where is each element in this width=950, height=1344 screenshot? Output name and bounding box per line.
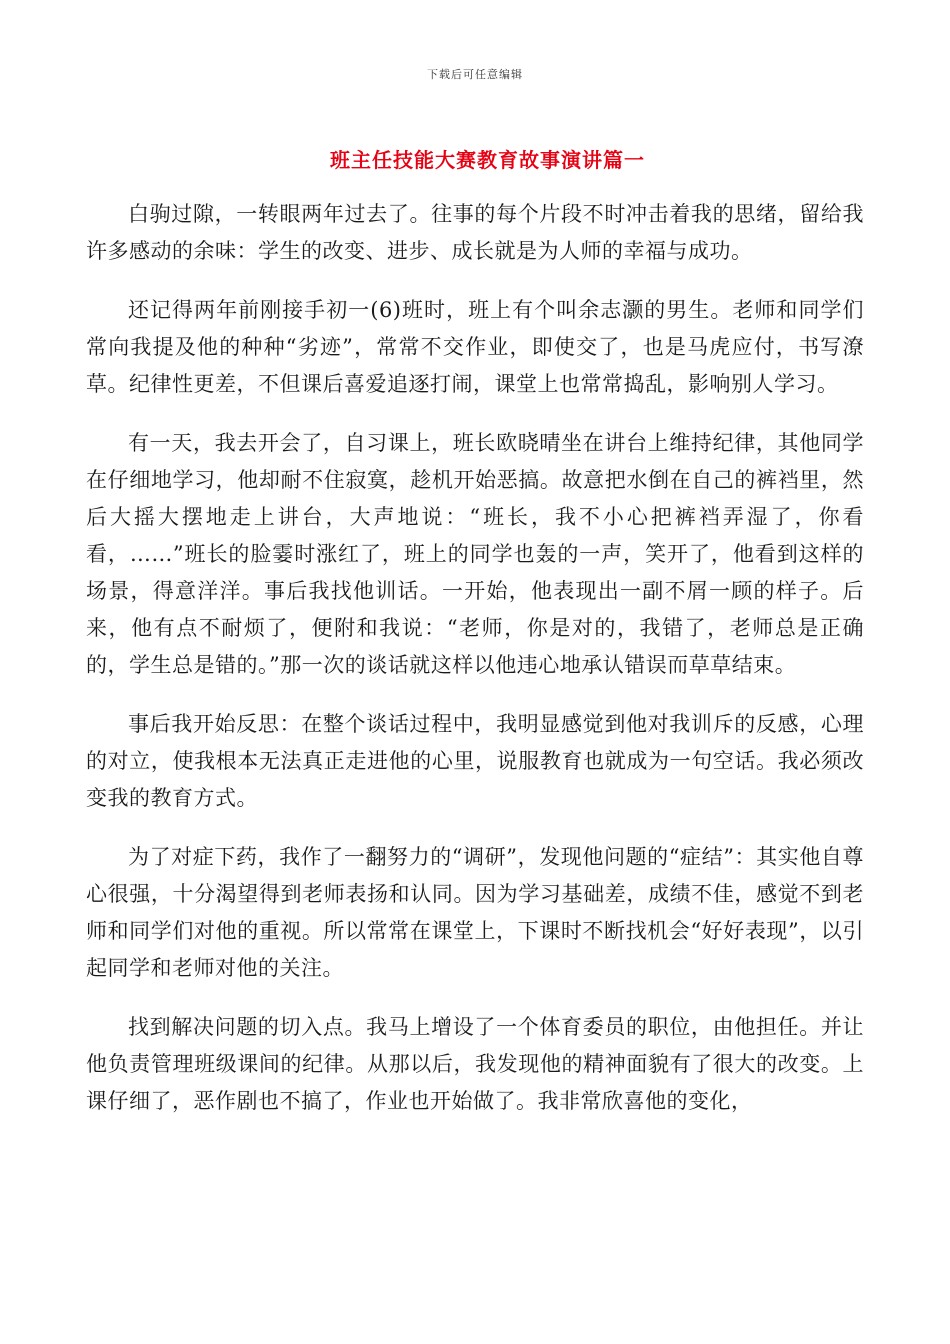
- paragraph: 事后我开始反思：在整个谈话过程中，我明显感觉到他对我训斥的反感，心理的对立，使我根本无法真正走进他的心里，说服教育也就成为一句空话。我必须改变我的教育方式。: [86, 712, 864, 810]
- paragraph: 白驹过隙，一转眼两年过去了。往事的每个片段不时冲击着我的思绪，留给我许多感动的余味：学生的改变、进步、成长就是为人师的幸福与成功。: [86, 202, 864, 263]
- document-title: 班主任技能大赛教育故事演讲篇一: [330, 148, 645, 172]
- paragraph: 还记得两年前刚接手初一(6)班时，班上有个叫余志灏的男生。老师和同学们常向我提及他的种种“劣迹”，常常不交作业，即使交了，也是马虎应付，书写潦草。纪律性更差，不但课后喜爱追逐打闹，课堂上也常常捣乱，影响别人学习。: [86, 298, 864, 396]
- paragraph: 为了对症下药，我作了一翻努力的“调研”，发现他问题的“症结”：其实他自尊心很强，十分渴望得到老师表扬和认同。因为学习基础差，成绩不佳，感觉不到老师和同学们对他的重视。所以常常在课堂上，下课时不断找机会“好好表现”，以引起同学和老师对他的关注。: [86, 845, 864, 980]
- header-note: 下载后可任意编辑: [427, 68, 523, 81]
- document-body: [86, 196, 864, 1142]
- paragraph: 找到解决问题的切入点。我马上增设了一个体育委员的职位，由他担任。并让他负责管理班级课间的纪律。从那以后，我发现他的精神面貌有了很大的改变。上课仔细了，恶作剧也不搞了，作业也开始做了。我非常欣喜他的变化，: [86, 1015, 864, 1113]
- paragraph: 有一天，我去开会了，自习课上，班长欧晓晴坐在讲台上维持纪律，其他同学在仔细地学习，他却耐不住寂寞，趁机开始恶搞。故意把水倒在自己的裤裆里，然后大摇大摆地走上讲台，大声地说：“班长，我不小心把裤裆弄湿了，你看看，……”班长的脸霎时涨红了，班上的同学也轰的一声，笑开了，他看到这样的场景，得意洋洋。事后我找他训话。一开始，他表现出一副不屑一顾的样子。后来，他有点不耐烦了，便附和我说：“老师，你是对的，我错了，老师总是正确的，学生总是错的。”那一次的谈话就这样以他违心地承认错误而草草结束。: [86, 431, 864, 677]
